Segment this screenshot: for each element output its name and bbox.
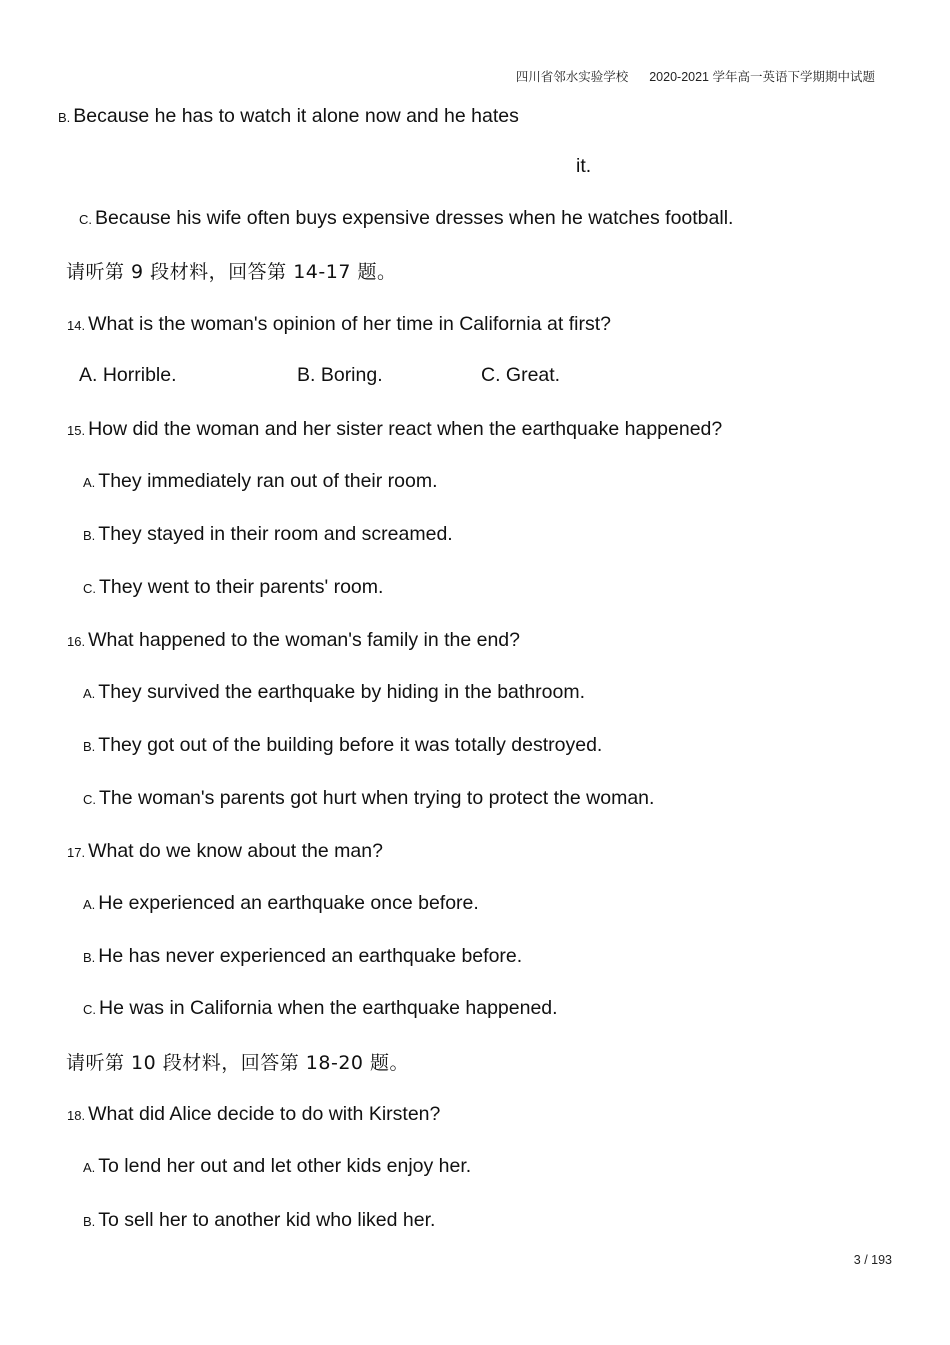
q16-option-a [83,680,585,706]
option-text: He was in California when the earthquake happened. [99,997,558,1019]
q17-option-b [83,944,522,970]
q16-option-c [83,786,654,812]
option-text: He has never experienced an earthquake before. [98,945,523,967]
option-text: They stayed in their room and screamed. [98,523,453,545]
question-text: What is the woman's opinion of her time in California at first? [88,313,611,335]
option-label: B. [83,528,96,543]
q14-option-c: C. Great. [481,364,561,386]
q16-question [67,628,520,654]
option-label: C. [79,212,92,227]
option-label: B. [58,110,71,125]
page-number: 3 / 193 [853,1253,892,1267]
q15-option-a [83,469,438,495]
option-text: To sell her to another kid who liked her. [98,1209,436,1231]
option-text: To lend her out and let other kids enjoy her. [98,1155,472,1177]
question-text: How did the woman and her sister react when the earthquake happened? [88,418,723,440]
q14-option-a: A. Horrible. [79,364,177,386]
question-text: What did Alice decide to do with Kirsten? [88,1103,441,1125]
q18-option-b [83,1208,435,1234]
section-10-instruction: 请听第 10 段材料，回答第 18-20 题。 [66,1052,410,1074]
option-label: B. [83,950,96,965]
question-number: 15. [67,423,86,438]
option-label: A. [83,1160,96,1175]
q18-question [67,1102,440,1128]
option-label: C. [83,581,96,596]
q13-option-b [58,104,519,130]
option-label: B. [83,1214,96,1229]
option-text: They got out of the building before it was totally destroyed. [98,734,603,756]
option-label: A. [83,475,96,490]
option-text: The woman's parents got hurt when trying to protect the woman. [99,787,655,809]
q15-question [67,417,722,443]
option-text: They went to their parents' room. [99,576,384,598]
option-text: They immediately ran out of their room. [98,470,438,492]
question-number: 14. [67,318,86,333]
question-number: 18. [67,1108,86,1123]
option-text: Because he has to watch it alone now and he hates [73,105,519,127]
question-number: 16. [67,634,86,649]
q14-option-b: B. Boring. [297,364,383,386]
q13-option-b-wrap: it. [576,155,592,177]
option-text: Because his wife often buys expensive dresses when he watches football. [95,207,734,229]
q17-question [67,839,383,865]
question-text: What happened to the woman's family in the end? [88,629,520,651]
q13-option-c [79,206,733,232]
q14-question [67,312,611,338]
option-label: A. [83,897,96,912]
question-number: 17. [67,845,86,860]
option-label: B. [83,739,96,754]
option-text: They survived the earthquake by hiding in the bathroom. [98,681,586,703]
option-label: C. [83,792,96,807]
section-9-instruction: 请听第 9 段材料，回答第 14-17 题。 [66,261,397,283]
question-text: What do we know about the man? [88,840,383,862]
q15-option-b [83,522,453,548]
page-header [516,67,875,85]
q18-option-a [83,1154,471,1180]
q17-option-a [83,891,479,917]
header-school: 四川省邻水实验学校 [515,70,629,84]
option-text: He experienced an earthquake once before. [98,892,479,914]
q17-option-c [83,996,558,1022]
q15-option-c [83,575,383,601]
option-label: C. [83,1002,96,1017]
option-label: A. [83,686,96,701]
q16-option-b [83,733,602,759]
header-title: 2020-2021 学年高一英语下学期期中试题 [649,70,875,84]
